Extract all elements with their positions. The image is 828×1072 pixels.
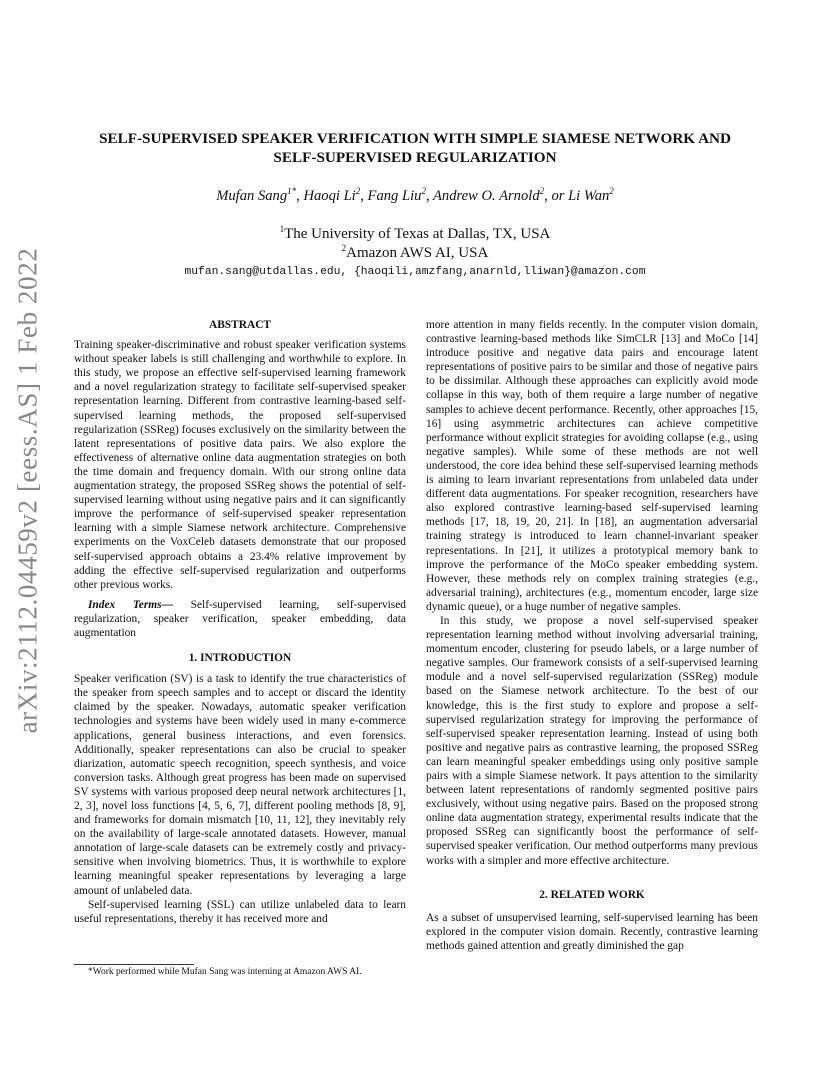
intro-text: ], novel loss functions [ [91, 800, 203, 812]
citation-link[interactable]: 1 [397, 785, 404, 798]
affiliation-2 [70, 244, 760, 263]
arxiv-side-stamp [8, 247, 48, 733]
citation-link[interactable]: 5 [214, 800, 220, 812]
author-1: Mufan Sang [216, 188, 288, 204]
author-separator-last: , or [544, 188, 569, 204]
affiliation-1 [70, 225, 760, 244]
introduction-heading: 1. INTRODUCTION [188, 652, 292, 665]
intro-text: ], different pooling methods [ [244, 800, 382, 812]
body-text: ], an augmentation adversarial training strategy is introduced to learn channel-invariant speaker representations. In [ [426, 516, 758, 557]
title-line-1: SELF-SUPERVISED SPEAKER VERIFICATION WITH SIMPLE SIAMESE NETWORK AND [99, 130, 731, 147]
body-text: ] and MoCo [ [676, 333, 743, 346]
author-emails: mufan.sang@utdallas.edu, {haoqili,amzfang,anarnld,lliwan}@amazon.com [184, 266, 646, 278]
citation-link[interactable]: 3 [86, 800, 92, 812]
intro-text: ], they inevitably rely on the availability of large-scale annotated datasets. However, manual annotation of large-scale datasets can be extremely costly and privacy-sensitive when involving biometrics. Thus, it is worthwhile to explore learning meaningful speaker representations by leveraging a large amount of unlabeled data. [74, 814, 406, 897]
citation-link[interactable]: 13 [665, 333, 677, 346]
author-4: Andrew O. Arnold [433, 188, 540, 204]
footnote: *Work performed while Mufan Sang was interning at Amazon AWS AI. [88, 967, 362, 977]
right-paragraph-2: In this study, we propose a novel self-supervised speaker representation learning method without involving adversarial training, momentum encoder, clustering for pseudo labels, or a large number of negative samples. Our framework consists of a self-supervised learning module and a novel self-supervised regularization (SSReg) module based on the Siamese network architecture. To the best of our knowledge, this is the first study to explore and propose a self-supervised regularization strategy for improving the performance of self-supervised speaker representation learning. Instead of using both positive and negative pairs as contrastive learning, the proposed SSReg can learn meaningful speaker embeddings using only positive sample pairs with a simple Siamese network. It pays attention to the similarity between latent representations of randomly segmented positive pairs exclusively, without using negative pairs. Based on the proposed strong online data augmentation strategy, experimental results indicate that the proposed SSReg can significantly boost the performance of self-supervised speaker verification. Our method outperforms many previous works with a simpler and more effective architecture. [426, 614, 758, 867]
abstract-heading: ABSTRACT [208, 319, 272, 331]
citation-link[interactable]: 12 [294, 814, 306, 827]
citation-link[interactable]: 10 [258, 814, 271, 827]
affiliation-2-mark: 2 [341, 243, 347, 253]
citation-link[interactable]: 4 [202, 800, 208, 812]
index-terms [74, 598, 406, 640]
author-1-affil: 1* [287, 186, 297, 196]
author-separator: , [296, 188, 304, 204]
citation-link[interactable]: 19 [515, 516, 527, 529]
citation-link[interactable]: 16 [426, 417, 438, 430]
citation-link[interactable]: 9 [393, 800, 400, 812]
index-terms-text: Self-supervised learning, self-supervised regularization, speaker verification, speaker embedding, data augmentation [74, 598, 406, 639]
body-text: more attention in many fields recently. In the computer vision domain, contrastive learning-based methods like SimCLR [ [426, 319, 758, 346]
citation-link[interactable]: 6 [226, 800, 233, 812]
author-3-affil: 2 [421, 186, 426, 196]
affiliation-2-text: Amazon AWS AI, USA [346, 245, 489, 261]
citation-link[interactable]: 11 [276, 814, 288, 827]
body-text: ] introduce positive and negative data pairs and encourage latent representations of positive pairs to be similar and those of negative pairs to be dissimilar. Although these approaches can explicitly avoid mode collapse in this way, both of them require a large number of negative samples to achieve decent performance. Recently, other approaches [ [426, 333, 758, 416]
index-terms-label: Index Terms— [88, 598, 173, 611]
introduction-paragraph-1: Speaker verification (SV) is a task to identify the true characteristics of the speaker from speech samples and to accept or discard the identity claimed by the speaker. Nowadays, automatic speaker verification technologies and systems have been widely used in many e-commerce applications, general business interactions, and even forensics. Additionally, speaker representations can also be crucial to speaker diarization, automatic speech recognition, speech synthesis, and voice conversion tasks. Although great progress has been made on supervised SV systems with various proposed deep neural network architectures [1, 2, 3], novel loss functions [4, 5, 6, 7], different pooling methods [8, 9], and frameworks for domain mismatch [10, 11, 12], they inevitably rely on the availability of large-scale annotated datasets. However, manual annotation of large-scale datasets can be extremely costly and privacy-sensitive when involving biometrics. Thus, it is worthwhile to explore learning meaningful speaker representations by leveraging a large amount of unlabeled data. [74, 673, 407, 897]
body-text: ] using asymmetric architectures can achieve competitive performance without explicit strategies for avoiding collapse (e.g., using negative samples). While some of these methods are not well understood, the core idea behind these self-supervised learning methods is aiming to learn invariant representations from unlabeled data under different data augmentations. For speaker recognition, researchers have also explored contrastive learning-based self-supervised learning methods [ [426, 417, 758, 529]
author-4-affil: 2 [539, 186, 545, 196]
citation-link[interactable]: 21 [524, 544, 536, 557]
footnote-divider [74, 964, 194, 965]
citation-link[interactable]: 17 [474, 516, 486, 529]
citation-link[interactable]: 15 [743, 403, 756, 416]
citation-link[interactable]: 2 [74, 800, 80, 812]
author-5-affil: 2 [609, 186, 614, 196]
related-work-paragraph: As a subset of unsupervised learning, self-supervised learning has been explored in the computer vision domain. Recently, contrastive learning methods gained attention and greatly diminished the gap [426, 911, 758, 952]
body-text: ], it utilizes a prototypical memory bank to improve the performance of the MoCo speaker embedding system. However, these methods rely on complex training strategies (e.g., adversarial training), architectures (e.g., momentum encoder, large size dynamic queue), or a huge number of negative samples. [426, 544, 758, 613]
citation-link[interactable]: 14 [742, 333, 755, 346]
right-column [426, 318, 758, 953]
affiliations [70, 225, 760, 263]
affiliation-1-text: The University of Texas at Dallas, TX, USA [284, 226, 551, 242]
author-3: Fang Liu [367, 188, 422, 204]
body-text: ]. In [ [567, 516, 600, 529]
intro-text: Speaker verification (SV) is a task to identify the true characteristics of the speaker from speech samples and to accept or discard the identity claimed by the speaker. Nowadays, automatic speaker verification technologies and systems have been widely used in many e-commerce applications, general business interactions, and even forensics. Additionally, speaker representations can also be crucial to speaker diarization, automatic speech recognition, speech synthesis, and voice conversion tasks. Although great progress has been made on supervised SV systems with various proposed deep neural network architectures [ [74, 673, 406, 798]
intro-text: ], and frameworks for domain mismatch [ [74, 800, 407, 827]
right-paragraph-1: more attention in many fields recently. In the computer vision domain, contrastive learning-based methods like SimCLR [13] and MoCo [14] introduce positive and negative data pairs and encourage latent representations of positive pairs to be similar and those of negative pairs to be dissimilar. Although these approaches can explicitly avoid mode collapse in this way, both of them require a large number of negative samples to achieve decent performance. Recently, other approaches [15, 16] using asymmetric architectures can achieve competitive performance without explicit strategies for avoiding collapse (e.g., using negative samples). While some of these methods are not well understood, the core idea behind these self-supervised learning methods is aiming to learn invariant representations from unlabeled data under different data augmentations. For speaker recognition, researchers have also explored contrastive learning-based self-supervised learning methods [17, 18, 19, 20, 21]. In [18], an augmentation adversarial training strategy is introduced to learn channel-invariant speaker representations. In [21], it utilizes a prototypical memory bank to improve the performance of the MoCo speaker embedding system. However, these methods rely on complex training strategies (e.g., adversarial training), architectures (e.g., momentum encoder, large size dynamic queue), or a huge number of negative samples. [426, 319, 758, 613]
citation-link[interactable]: 21 [555, 516, 568, 529]
abstract-text: Training speaker-discriminative and robust speaker verification systems without speaker labels is still challenging and worthwhile to explore. In this study, we propose an effective self-supervised learning framework and a novel regularization strategy to facilitate self-supervised speaker representation learning. Different from contrastive learning-based self-supervised learning methods, the proposed self-supervised regularization (SSReg) focuses exclusively on the similarity between the latent representations of positive data pairs. We also explore the effectiveness of alternative online data augmentation strategies on both the time domain and frequency domain. With our strong online data augmentation strategy, the proposed SSReg shows the potential of self-supervised learning without using negative pairs and it can significantly improve the performance of self-supervised speaker representation learning with a simple Siamese network architecture. Comprehensive experiments on the VoxCeleb datasets demonstrate that our proposed self-supervised approach obtains a 23.4% relative improvement by adding the effective self-supervised regularization and outperforms other previous works. [74, 339, 406, 591]
citation-link[interactable]: 20 [535, 516, 547, 529]
citation-link[interactable]: 18 [494, 516, 507, 529]
author-separator: , [425, 188, 434, 204]
related-work-heading: 2. RELATED WORK [539, 888, 645, 901]
citation-link[interactable]: 8 [381, 800, 388, 812]
author-2-affil: 2 [355, 186, 361, 196]
paper-title [70, 129, 760, 167]
arxiv-id-text: arXiv:2112.04459v2 [eess.AS] 1 Feb 2022 [12, 247, 43, 733]
citation-link[interactable]: 18 [599, 516, 611, 529]
citation-link[interactable]: 7 [238, 800, 245, 812]
author-2: Haoqi Li [303, 188, 356, 204]
affiliation-1-mark: 1 [279, 224, 285, 234]
author-separator: , [360, 188, 368, 204]
left-column [74, 318, 406, 926]
title-line-2: SELF-SUPERVISED REGULARIZATION [273, 149, 557, 166]
introduction-paragraph-2: Self-supervised learning (SSL) can utilize unlabeled data to learn useful representations, thereby it has received more and [74, 898, 406, 925]
author-5: Li Wan [568, 188, 610, 204]
author-list [70, 188, 760, 205]
